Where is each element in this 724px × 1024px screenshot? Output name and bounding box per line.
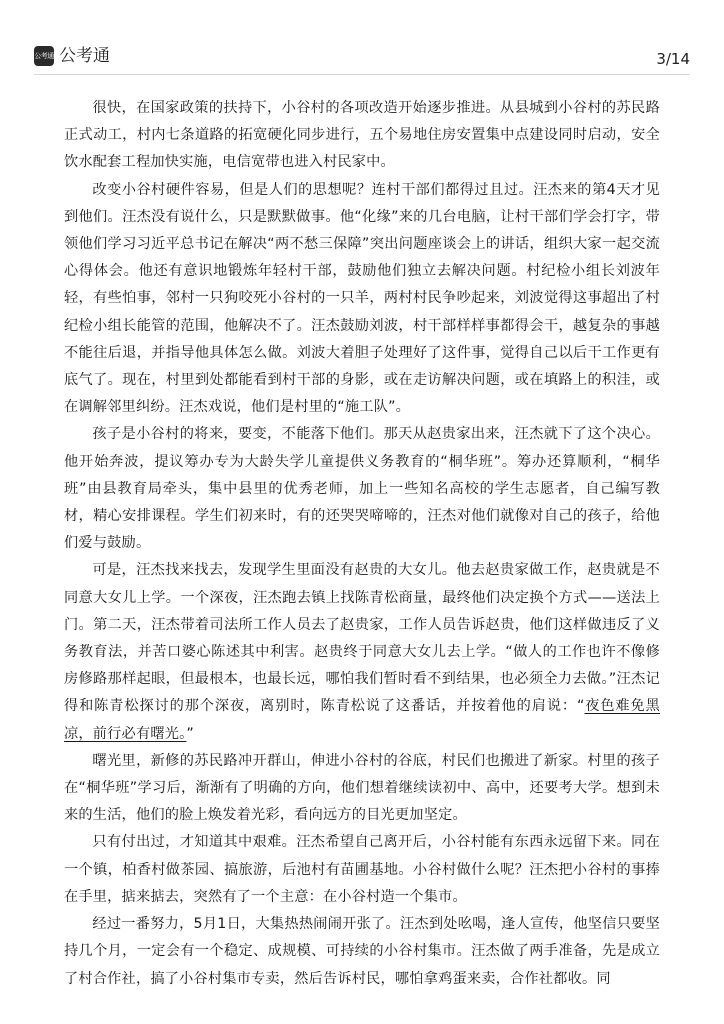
paragraph-text: 可是，汪杰找来找去，发现学生里面没有赵贵的大女儿。他去赵贵家做工作，赵贵就是不同意大女儿上学。一个深夜，汪杰跑去镇上找陈青松商量，最终他们决定换个方式——送法上门。第二天，汪杰带着司法所工作人员去了赵贵家，工作人员告诉赵贵，他们这样做违反了义务教育法，并苦口婆心陈述其中利害。赵贵终于同意大女儿去上学。“做人的工作也许不像修房修路那样起眼，但最根本，也最长远，哪怕我们暂时看不到结果，也必须全力去做。”汪杰记得和陈青松探讨的那个深夜，离别时，陈青松说了这番话，并按着他的肩说：“ — [64, 562, 660, 715]
logo-text: 公考通 — [59, 46, 110, 66]
page-number: 3/14 — [656, 50, 690, 68]
document-body — [64, 95, 660, 993]
page-header — [34, 44, 690, 75]
paragraph: 很快，在国家政策的扶持下，小谷村的各项改造开始逐步推进。从县城到小谷村的苏民路正式动工，村内七条道路的拓宽硬化同步进行，五个易地住房安置集中点建设同时启动，安全饮水配套工程加快实施，电信宽带也进入村民家中。 — [64, 100, 660, 171]
underlined-quote: 夜色难免黑凉，前行必有曙光。 — [64, 698, 660, 742]
logo — [34, 45, 110, 67]
paragraph: 曙光里，新修的苏民路冲开群山，伸进小谷村的谷底，村民们也搬进了新家。村里的孩子在“桐华班”学习后，渐渐有了明确的方向，他们想着继续读初中、高中，还要考大学。想到未来的生活，他们的脸上焕发着光彩，看向远方的目光更加坚定。 — [64, 752, 660, 824]
logo-icon: 公考通 — [34, 46, 54, 66]
paragraph: 只有付出过，才知道其中艰难。汪杰希望自己离开后，小谷村能有东西永远留下来。同在一个镇，柏香村做茶园、搞旅游，后池村有苗圃基地。小谷村做什么呢？汪杰把小谷村的事捧在手里，掂来掂去，突然有了一个主意：在小谷村造一个集市。 — [64, 834, 660, 905]
paragraph: 经过一番努力，5月1日，大集热热闹闹开张了。汪杰到处吆喝，逢人宣传，他坚信只要坚持几个月，一定会有一个稳定、成规模、可持续的小谷村集市。汪杰做了两手准备，先是成立了村合作社，搞了小谷村集市专卖，然后告诉村民，哪怕拿鸡蛋来卖，合作社都收。同 — [64, 916, 660, 987]
paragraph — [64, 557, 660, 747]
paragraph: 孩子是小谷村的将来，要变，不能落下他们。那天从赵贵家出来，汪杰就下了这个决心。他开始奔波，提议筹办专为大龄失学儿童提供义务教育的“桐华班”。筹办还算顺利，“桐华班”由县教育局牵头，集中县里的优秀老师，加上一些知名高校的学生志愿者，自己编写教材，精心安排课程。学生们初来时，有的还哭哭啼啼的，汪杰对他们就像对自己的孩子，给他们爱与鼓励。 — [64, 426, 660, 552]
quote-close: ” — [186, 725, 194, 742]
paragraph: 改变小谷村硬件容易，但是人们的思想呢？连村干部们都得过且过。汪杰来的第4天才见到他们。汪杰没有说什么，只是默默做事。他“化缘”来的几台电脑，让村干部们学会打字，带领他们学习习近平总书记在解决“两不愁三保障”突出问题座谈会上的讲话，组织大家一起交流心得体会。他还有意识地锻炼年轻村干部，鼓励他们独立去解决问题。村纪检小组长刘波年轻，有些怕事，邻村一只狗咬死小谷村的一只羊，两村村民争吵起来，刘波觉得这事超出了村纪检小组长能管的范围，他解决不了。汪杰鼓励刘波，村干部样样事都得会干，越复杂的事越不能往后退，并指导他具体怎么做。刘波大着胆子处理好了这件事，觉得自己以后干工作更有底气了。现在，村里到处都能看到村干部的身影，或在走访解决问题，或在填路上的积洼，或在调解邻里纠纷。汪杰戏说，他们是村里的“施工队”。 — [64, 181, 660, 416]
